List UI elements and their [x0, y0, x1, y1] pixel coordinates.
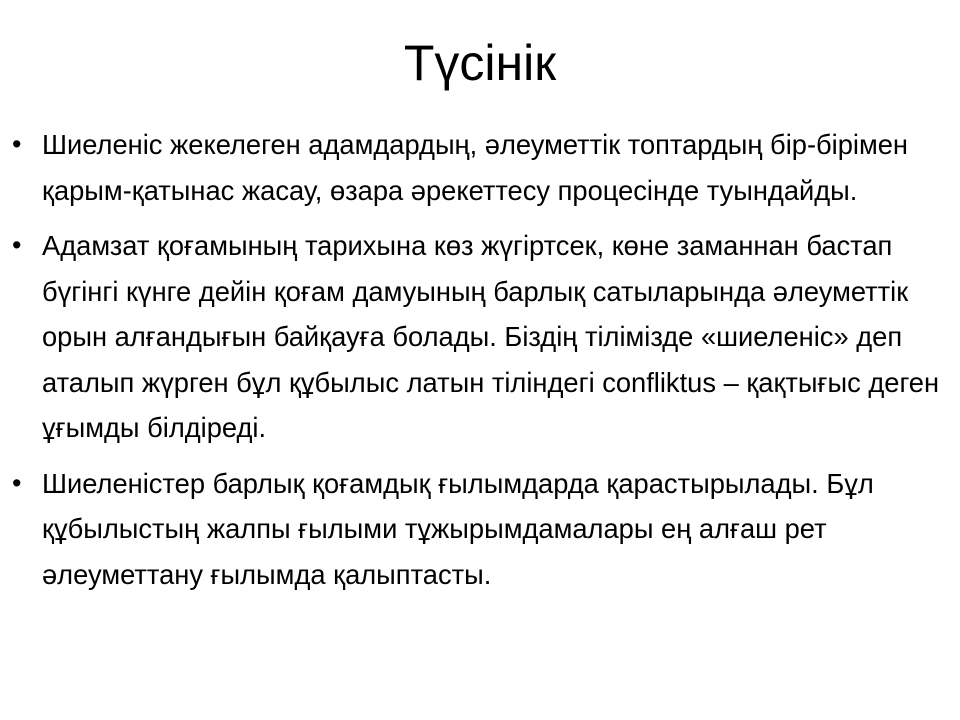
- bullet-text-2: Адамзат қоғамының тарихына көз жүгіртсек, көне заманнан бастап бүгінгі күнге дейін қоғам дамуының барлық сатыларында әлеуметтік орын алғандығын байқауға болады. Біздің тілімізде «шиеленіс» деп аталып жүрген бұл құбылыс латын тіліндегі confliktus – қақтығыс деген ұғымды білдіреді.: [42, 230, 940, 443]
- bullet-list: [0, 122, 960, 607]
- bullet-text-1: Шиеленіс жекелеген адамдардың, әлеуметтік топтардың бір-бірімен қарым-қатынас жасау, өзара әрекеттесу процесінде туындайды.: [42, 129, 908, 206]
- bullet-text-3: Шиеленістер барлық қоғамдық ғылымдарда қарастырылады. Бұл құбылыстың жалпы ғылыми тұжырымдамалары ең алғаш рет әлеуметтану ғылымда қалыптасты.: [42, 467, 874, 590]
- bullet-item-1: [0, 122, 960, 213]
- bullet-icon: •: [12, 467, 22, 498]
- bullet-icon: •: [12, 129, 22, 159]
- bullet-item-3: [0, 461, 960, 598]
- slide-title: Түсінік: [403, 35, 557, 91]
- bullet-icon: •: [12, 230, 22, 260]
- bullet-item-2: [0, 223, 960, 451]
